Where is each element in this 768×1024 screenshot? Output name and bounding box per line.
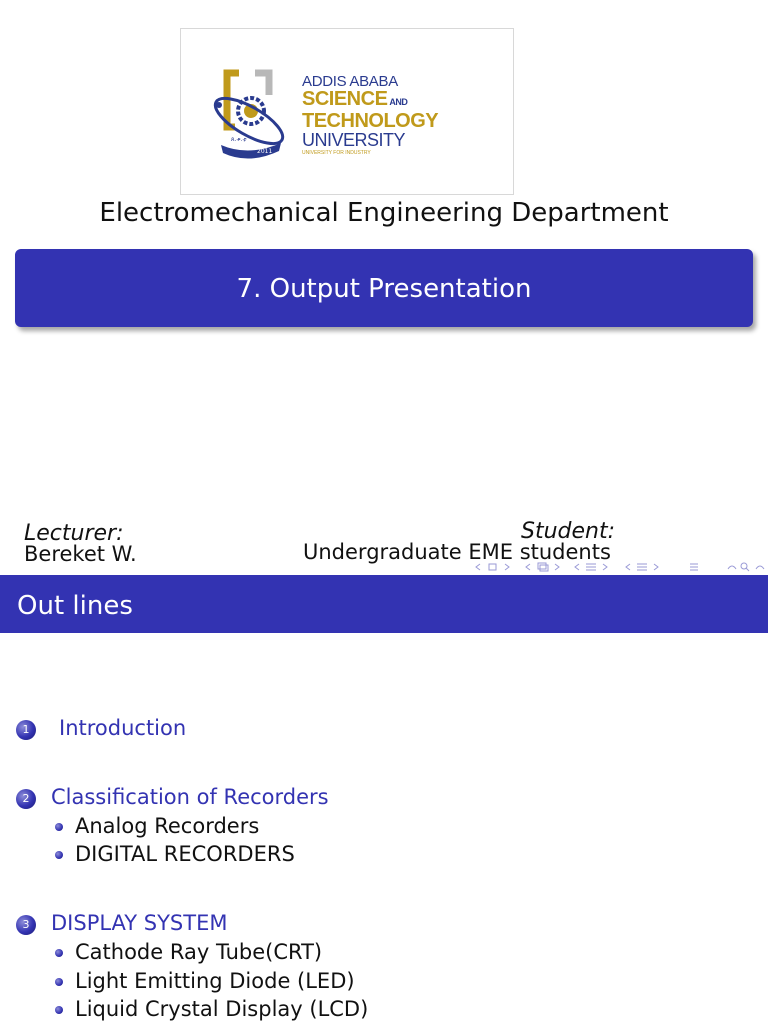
logo-line-addis: ADDIS ABABA	[302, 73, 398, 90]
nav-back-icon[interactable]	[728, 566, 736, 569]
nav-section-prev-icon[interactable]	[575, 564, 579, 570]
logo-line-university: UNIVERSITY	[302, 130, 406, 150]
bullet-icon	[55, 823, 63, 831]
section-number-3: 3	[16, 915, 36, 935]
university-emblem-icon	[209, 65, 289, 161]
nav-section-icon[interactable]	[586, 564, 596, 570]
outline-subsection-led[interactable]: Light Emitting Diode (LED)	[75, 969, 355, 993]
nav-forward-icon[interactable]	[756, 566, 764, 569]
logo-motto: UNIVERSITY FOR INDUSTRY	[302, 150, 371, 156]
nav-frame-icon[interactable]	[489, 564, 496, 570]
bullet-icon	[55, 851, 63, 859]
nav-frame-next-icon[interactable]	[505, 564, 509, 570]
outline-subsection-lcd[interactable]: Liquid Crystal Display (LCD)	[75, 997, 369, 1021]
lecturer-name: Bereket W.	[24, 542, 137, 566]
logo-line-technology: TECHNOLOGY	[302, 110, 439, 132]
outline-section-classification[interactable]: Classification of Recorders	[51, 785, 329, 809]
nav-document-icon[interactable]	[637, 564, 647, 570]
outline-section-introduction[interactable]: Introduction	[59, 716, 187, 740]
student-description: Undergraduate EME students	[303, 540, 611, 564]
nav-section-next-icon[interactable]	[603, 564, 607, 570]
nav-search-icon[interactable]	[741, 563, 749, 571]
lecturer-label: Lecturer:	[24, 521, 124, 546]
section-number-1: 1	[16, 720, 36, 740]
logo-and: AND	[389, 97, 408, 107]
nav-subsection-prev-icon[interactable]	[526, 564, 530, 570]
outline-section-display[interactable]: DISPLAY SYSTEM	[51, 911, 228, 935]
student-label: Student:	[521, 519, 616, 544]
outline-subsection-crt[interactable]: Cathode Ray Tube(CRT)	[75, 940, 323, 964]
outline-subsection-analog[interactable]: Analog Recorders	[75, 814, 260, 838]
university-logo	[180, 28, 514, 195]
nav-appendix-icon[interactable]	[690, 564, 698, 570]
logo-line-science: SCIENCE AND	[302, 88, 408, 110]
bullet-icon	[55, 978, 63, 986]
bullet-icon	[55, 949, 63, 957]
nav-document-prev-icon[interactable]	[626, 564, 630, 570]
bullet-icon	[55, 1006, 63, 1014]
section-number-2: 2	[16, 789, 36, 809]
svg-text:2011: 2011	[257, 148, 273, 155]
svg-text:ጸ.ቱ.ቲ: ጸ.ቱ.ቲ	[231, 136, 247, 143]
nav-subsection-icon[interactable]	[538, 563, 548, 571]
presentation-title: 7. Output Presentation	[15, 249, 753, 327]
nav-document-next-icon[interactable]	[654, 564, 658, 570]
beamer-navigation-bar[interactable]	[472, 560, 768, 574]
frame-title: Out lines	[0, 575, 768, 633]
nav-subsection-next-icon[interactable]	[555, 564, 559, 570]
university-name	[302, 73, 438, 157]
department-name: Electromechanical Engineering Department	[99, 198, 669, 228]
outline-slide	[0, 575, 768, 1024]
nav-frame-prev-icon[interactable]	[476, 564, 480, 570]
outline-subsection-digital[interactable]: DIGITAL RECORDERS	[75, 842, 295, 866]
